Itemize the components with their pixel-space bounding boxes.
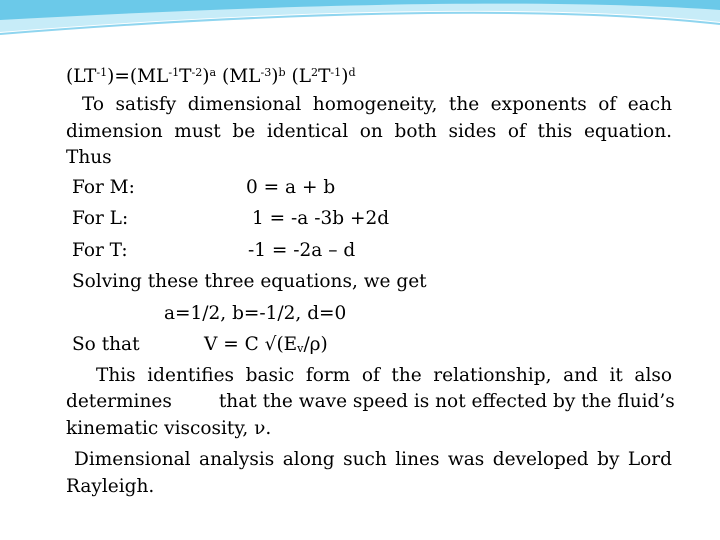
- paragraph-homogeneity: [66, 92, 672, 172]
- wave-speed-formula: V = C $√(E_v/\rho)$: [204, 334, 328, 356]
- solution-line: a=1/2, b=-1/2, d=0: [164, 302, 347, 324]
- row-l-label: For L:: [72, 208, 129, 229]
- paragraph-homogeneity-line-3: Thus: [66, 147, 112, 168]
- equation-row-l: [66, 203, 672, 235]
- row-m-label: For M:: [72, 176, 135, 198]
- equation-row-t: [66, 235, 672, 267]
- solving-line: Solving these three equations, we get: [72, 271, 427, 292]
- paragraph-rayleigh-line-1: Dimensional analysis along such lines was developed by Lord: [74, 449, 672, 470]
- paragraph-homogeneity-line-2: dimension must be identical on both sides of this equation.: [66, 120, 672, 142]
- row-l-equation: 1 = -a -3b +2d: [252, 208, 390, 229]
- paragraph-relationship-line-2: determines that the wave speed is not effected by the fluid’s: [66, 391, 675, 412]
- row-t-label: For T:: [72, 239, 128, 261]
- header-swoosh-decoration: [0, 0, 720, 60]
- paragraph-rayleigh: [66, 447, 672, 500]
- equation-row-m: [66, 172, 672, 204]
- paragraph-relationship: [66, 363, 675, 443]
- row-m-equation: 0 = a + b: [246, 176, 336, 198]
- dimensional-equation: $(LT^{-1})=(ML^{-1}T^{-2})^a$ $(ML^{-3})^b$ $(L^2T^{-1})^d$: [66, 65, 356, 87]
- slide-body: [66, 62, 675, 500]
- so-that-line: [66, 329, 672, 361]
- so-that-label: So that: [72, 334, 140, 355]
- paragraph-relationship-line-3: kinematic viscosity, ν.: [66, 417, 272, 439]
- row-t-equation: -1 = -2a – d: [248, 239, 356, 261]
- paragraph-rayleigh-line-2: Rayleigh.: [66, 475, 155, 497]
- paragraph-homogeneity-line-1: To satisfy dimensional homogeneity, the exponents of each: [82, 94, 672, 115]
- paragraph-relationship-line-1: This identifies basic form of the relationship, and it also: [96, 364, 672, 386]
